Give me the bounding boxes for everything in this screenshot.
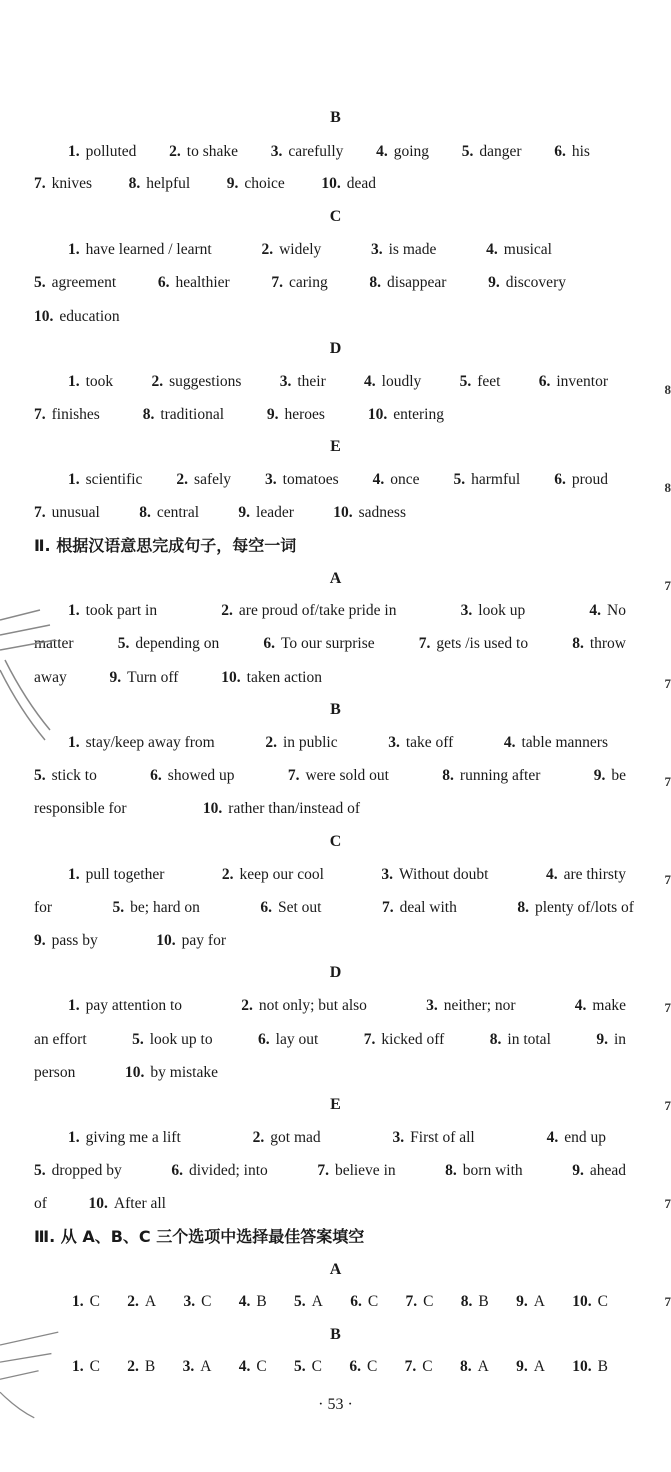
answer-line [68, 1128, 606, 1148]
answer-item: 5. look up to [132, 1031, 213, 1048]
answer-item: 5. agreement [34, 274, 117, 291]
answer-item: 1. took [68, 373, 114, 390]
answer-line [34, 1161, 626, 1181]
answer-item: 8. A [459, 1358, 489, 1375]
answer-line [34, 668, 322, 688]
answer-item: 9. in [596, 1031, 626, 1048]
answer-item: 8. plenty of/lots of [517, 899, 634, 916]
answer-item: 4. C [238, 1358, 267, 1375]
answer-item: 2. suggestions [151, 373, 242, 390]
edge-mark: 8 [664, 382, 671, 397]
answer-item: 2. widely [261, 241, 322, 258]
answer-item: 4. once [372, 471, 420, 488]
answer-line [68, 733, 608, 753]
answer-item: 1. C [72, 1358, 100, 1375]
answer-line [34, 799, 360, 819]
section-heading-b: B [330, 701, 341, 718]
answer-item: 2. B [127, 1358, 156, 1375]
answer-item: 9. discovery [488, 274, 566, 291]
answer-item: 3. is made [371, 241, 437, 258]
answer-item: 5. C [294, 1358, 323, 1375]
answer-item: 4. are thirsty [545, 866, 626, 883]
answer-line [68, 601, 626, 621]
answer-item: 6. To our surprise [263, 635, 375, 652]
answer-item: 7. gets /is used to [418, 635, 529, 652]
answer-item: 2. not only; but also [241, 997, 367, 1014]
answer-item: 2. keep our cool [221, 866, 324, 883]
answer-item: 9. A [516, 1293, 545, 1310]
answer-item: 1. took part in [68, 602, 158, 619]
answer-item: 5. dropped by [34, 1162, 122, 1179]
answer-line [34, 405, 444, 425]
answer-item: 7. C [405, 1293, 434, 1310]
answer-item: 6. his [554, 143, 590, 160]
answer-item: 10. by mistake [125, 1064, 218, 1081]
section-heading-a: A [329, 570, 342, 587]
answer-item: 1. have learned / learnt [68, 241, 212, 258]
answer-line [34, 307, 120, 327]
answer-item: 2. got mad [252, 1129, 321, 1146]
answer-item: 6. inventor [538, 373, 608, 390]
answer-item: 4. musical [486, 241, 552, 258]
answer-item: 10. dead [321, 175, 376, 192]
edge-mark: 8 [664, 480, 671, 495]
answer-item: 5. harmful [453, 471, 521, 488]
answer-item: 4. loudly [364, 373, 422, 390]
answer-line [68, 865, 626, 885]
answer-item: 7. unusual [34, 504, 100, 521]
answer-line [72, 1357, 608, 1377]
answer-line [68, 470, 608, 490]
answer-item: 5. feet [459, 373, 501, 390]
answer-item: 8. central [139, 504, 200, 521]
answer-item: 8. helpful [128, 175, 191, 192]
answer-item: 1. pull together [68, 866, 165, 883]
answer-item: 6. showed up [150, 767, 235, 784]
edge-mark: 7 [664, 774, 671, 789]
answer-item: 1. scientific [68, 471, 143, 488]
answer-item: away [34, 669, 67, 686]
answer-line [68, 996, 626, 1016]
answer-item: 6. C [349, 1358, 378, 1375]
section-heading-e: E [330, 438, 341, 455]
answer-item: 7. believe in [317, 1162, 396, 1179]
edge-mark: 7 [664, 676, 671, 691]
answer-item: 1. giving me a lift [68, 1129, 181, 1146]
answer-item: for [34, 899, 53, 916]
answer-item: 1. C [72, 1293, 100, 1310]
answer-item: 1. polluted [68, 143, 137, 160]
answer-item: 3. carefully [270, 143, 344, 160]
answer-item: 9. ahead [572, 1162, 626, 1179]
answer-item: 8. born with [445, 1162, 523, 1179]
answer-item: matter [34, 635, 74, 652]
section-heading-b: B [330, 109, 341, 126]
answer-item: 10. sadness [333, 504, 406, 521]
answer-line [34, 503, 406, 523]
page-number: · 53 · [318, 1396, 353, 1413]
answer-item: 7. kicked off [363, 1031, 445, 1048]
answer-item: 9. leader [238, 504, 294, 521]
answer-item: 6. proud [554, 471, 608, 488]
answer-item: 2. to shake [169, 143, 238, 160]
answer-item: 10. pay for [156, 932, 226, 949]
answer-item: 10. taken action [221, 669, 322, 686]
answer-item: 10. education [34, 308, 120, 325]
section-heading-e: E [330, 1096, 341, 1113]
answer-item: 8. running after [442, 767, 541, 784]
answer-item: 5. depending on [117, 635, 220, 652]
answer-line [34, 1194, 166, 1214]
answer-item: 2. in public [265, 734, 338, 751]
answer-line [34, 1030, 626, 1050]
answer-item: 6. lay out [258, 1031, 319, 1048]
answer-item: an effort [34, 1031, 87, 1048]
answer-item: 4. B [238, 1293, 267, 1310]
answer-item: 3. First of all [392, 1129, 475, 1146]
stamp-mark-icon [0, 1320, 60, 1430]
edge-mark: 7 [664, 1098, 671, 1113]
answer-item: 9. heroes [266, 406, 325, 423]
answer-item: 9. be [593, 767, 626, 784]
stamp-mark-icon [0, 600, 60, 750]
section-heading-d: D [329, 964, 342, 981]
answer-line [34, 1063, 218, 1083]
answer-item: 2. A [127, 1293, 157, 1310]
section-heading-c: C [329, 833, 342, 850]
answer-item: 10. C [572, 1293, 608, 1310]
answer-line [34, 174, 376, 194]
answer-item: 6. healthier [157, 274, 230, 291]
answer-item: 1. pay attention to [68, 997, 183, 1014]
edge-mark: 7 [664, 872, 671, 887]
answer-item: 6. C [350, 1293, 379, 1310]
edge-mark: 7 [664, 1000, 671, 1015]
section-heading-a: A [329, 1261, 342, 1278]
answer-item: 3. A [182, 1358, 212, 1375]
answer-item: 6. divided; into [171, 1162, 268, 1179]
edge-mark: 7 [664, 578, 671, 593]
answer-line [34, 273, 566, 293]
answer-line [68, 372, 608, 392]
section-title-ii: Ⅱ. 根据汉语意思完成句子，每空一词 [34, 536, 297, 555]
answer-item: 7. knives [34, 175, 93, 192]
answer-line [68, 142, 590, 162]
answer-item: 4. No [589, 602, 626, 619]
answer-item: 4. end up [546, 1129, 606, 1146]
answer-line [34, 766, 626, 786]
answer-line [72, 1292, 608, 1312]
answer-item: 8. in total [489, 1031, 551, 1048]
edge-mark: 7 [664, 1196, 671, 1211]
section-heading-c: C [329, 208, 342, 225]
answer-item: 2. safely [176, 471, 232, 488]
edge-mark: 7 [664, 1294, 671, 1309]
answer-item: 8. traditional [142, 406, 225, 423]
section-heading-d: D [329, 340, 342, 357]
answer-item: 5. A [294, 1293, 323, 1310]
answer-item: person [34, 1064, 76, 1081]
section-title-iii: Ⅲ. 从 A、B、C 三个选项中选择最佳答案填空 [34, 1227, 365, 1246]
answer-item: of [34, 1195, 47, 1212]
answer-item: 10. B [572, 1358, 608, 1375]
answer-item: 3. C [183, 1293, 212, 1310]
answer-item: 3. Without doubt [381, 866, 489, 883]
answer-item: 7. were sold out [287, 767, 389, 784]
answer-item: 2. are proud of/take pride in [221, 602, 397, 619]
answer-item: 5. be; hard on [112, 899, 200, 916]
answer-item: 10. After all [88, 1195, 166, 1212]
answer-line [34, 634, 626, 654]
answer-item: 4. make [574, 997, 626, 1014]
answer-item: 7. finishes [34, 406, 100, 423]
answer-item: 9. choice [226, 175, 285, 192]
answer-item: 1. stay/keep away from [68, 734, 215, 751]
answer-item: 5. danger [461, 143, 522, 160]
answer-item: 3. take off [388, 734, 454, 751]
answer-item: 3. neither; nor [426, 997, 516, 1014]
answer-item: 8. disappear [369, 274, 447, 291]
answer-line [34, 931, 226, 951]
answer-line [68, 240, 552, 260]
answer-item: 10. rather than/instead of [202, 800, 360, 817]
answer-item: 3. look up [460, 602, 526, 619]
answer-item: 8. throw [572, 635, 626, 652]
answer-item: 7. caring [271, 274, 328, 291]
answer-item: 4. going [376, 143, 430, 160]
answer-item: 4. table manners [503, 734, 608, 751]
answer-item: 9. A [516, 1358, 545, 1375]
answer-item: responsible for [34, 800, 127, 817]
answer-line [34, 898, 634, 918]
answer-item: 9. Turn off [109, 669, 179, 686]
answer-item: 8. B [460, 1293, 489, 1310]
answer-item: 7. deal with [381, 899, 457, 916]
answer-item: 9. pass by [34, 932, 98, 949]
answer-item: 6. Set out [260, 899, 322, 916]
answer-item: 7. C [404, 1358, 433, 1375]
answer-item: 10. entering [367, 406, 444, 423]
answer-item: 3. tomatoes [265, 471, 339, 488]
answer-item: 5. stick to [34, 767, 97, 784]
section-heading-b: B [330, 1326, 341, 1343]
answer-item: 3. their [279, 373, 326, 390]
